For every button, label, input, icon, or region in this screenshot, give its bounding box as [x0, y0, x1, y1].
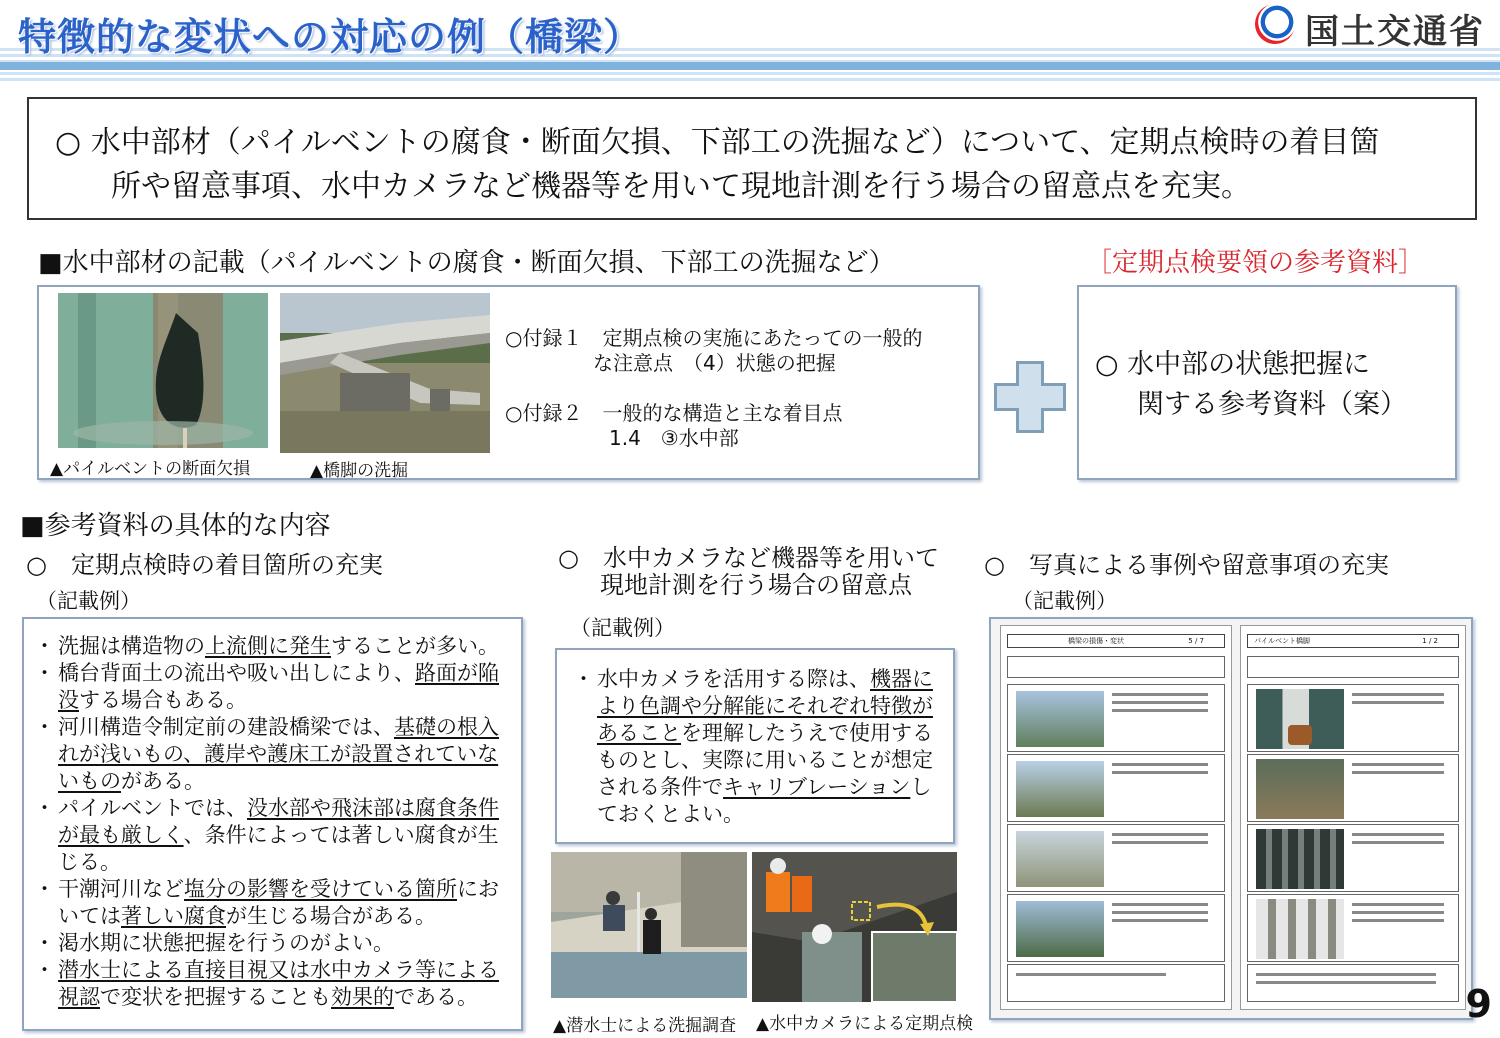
col2-example-label: （記載例）	[570, 616, 675, 640]
reference-box-line1: ○ 水中部の状態把握に	[1095, 349, 1371, 380]
doc1-intro-row	[1007, 656, 1225, 678]
pile-bent-photo	[58, 293, 268, 448]
doc2-intro-row	[1247, 656, 1459, 678]
appendix1-line1: ○付録１ 定期点検の実施にあたっての一般的	[505, 326, 923, 350]
doc1-text-lines	[1112, 833, 1208, 836]
doc1-text-lines	[1112, 763, 1208, 766]
col2-bullet-list	[581, 666, 947, 828]
doc1-text-lines	[1112, 693, 1208, 696]
reference-box-text	[1095, 345, 1407, 425]
doc2-text-lines	[1352, 833, 1444, 836]
mlit-emblem-icon	[1255, 4, 1295, 44]
underwater-camera-illustration	[752, 852, 957, 1002]
list-item: ・ 橋台背面土の流出や吸い出しにより、路面が陥没する場合もある。	[42, 660, 518, 714]
page-number: 9	[1465, 982, 1492, 1026]
section2-heading: ■参考資料の具体的な内容	[20, 511, 331, 541]
doc1-header	[1007, 634, 1225, 648]
doc2-text-lines	[1352, 763, 1444, 766]
doc2-text-lines	[1352, 903, 1444, 906]
reference-doc-page-1	[1000, 625, 1232, 1010]
doc1-page-label: 5 / 7	[1188, 637, 1204, 645]
diver-survey-illustration	[551, 852, 747, 998]
col1-bullet-list	[42, 633, 518, 1011]
summary-line-2: 所や留意事項、水中カメラなど機器等を用いて現地計測を行う場合の留意点を充実。	[111, 169, 1251, 204]
col2-heading-line2: 現地計測を行う場合の留意点	[600, 571, 912, 599]
section1-heading: ■水中部材の記載（パイルベントの腐食・断面欠損、下部工の洗掘など）	[38, 248, 895, 278]
reference-heading: ［定期点検要領の参考資料］	[1086, 248, 1425, 278]
photo2-caption: ▲橋脚の洗掘	[310, 461, 409, 481]
doc1-photo	[1016, 691, 1104, 747]
list-item: ・ 洗掘は構造物の上流側に発生することが多い。	[42, 633, 518, 660]
doc1-notes-line	[1016, 973, 1166, 976]
list-item: ・ 水中カメラを活用する際は、機器により色調や分解能にそれぞれ特徴があることを理解したうえで使用するものとし、実際に用いることが想定される条件でキャリブレーションしておくとよい。	[581, 666, 947, 828]
underwater-camera-photo	[752, 852, 957, 1002]
doc1-photo	[1016, 901, 1104, 957]
doc2-text-lines	[1352, 693, 1444, 696]
col1-heading: ○ 定期点検時の着目箇所の充実	[26, 551, 383, 579]
appendix2-line1: ○付録２ 一般的な構造と主な着目点	[505, 401, 843, 425]
doc2-example-row	[1247, 754, 1459, 822]
doc2-header	[1247, 634, 1459, 648]
summary-box	[27, 97, 1477, 220]
bridge-scour-photo	[280, 293, 490, 453]
list-item: ・ 河川構造令制定前の建設橋梁では、基礎の根入れが浅いもの、護岸や護床工が設置されていないものがある。	[42, 714, 518, 795]
doc2-example-row	[1247, 684, 1459, 752]
col1-example-box	[22, 617, 523, 1031]
doc2-header-title: パイルベント橋脚	[1254, 637, 1310, 645]
reference-doc-page-2	[1240, 625, 1466, 1010]
doc1-example-row	[1007, 894, 1225, 962]
page-title: 特徴的な変状への対応の例（橋梁）	[18, 15, 643, 59]
appendix1-line2: な注意点 （4）状態の把握	[593, 351, 836, 375]
list-item: ・ 渇水期に状態把握を行うのがよい。	[42, 930, 518, 957]
doc1-notes-row	[1007, 964, 1225, 1002]
doc2-photo	[1256, 899, 1344, 959]
photo1-caption: ▲パイルベントの断面欠損	[50, 459, 251, 479]
summary-text	[55, 121, 1455, 209]
pile-bent-illustration	[58, 293, 268, 448]
col2-photo1-caption: ▲潜水士による洗掘調査	[553, 1016, 737, 1036]
col1-example-label: （記載例）	[36, 589, 141, 613]
logo-text: 国土交通省	[1305, 12, 1485, 52]
doc2-corrosion-mark	[1288, 725, 1312, 745]
list-item: ・ 干潮河川など塩分の影響を受けている箇所においては著しい腐食が生じる場合がある。	[42, 876, 518, 930]
doc2-notes-row	[1247, 964, 1459, 1002]
doc2-example-row	[1247, 824, 1459, 892]
mlit-logo	[1255, 2, 1495, 52]
title-band-accent	[0, 62, 1500, 70]
doc1-example-row	[1007, 754, 1225, 822]
list-item: ・ 潜水士による直接目視又は水中カメラ等による視認で変状を把握することも効果的である。	[42, 957, 518, 1011]
col2-heading-line1: ○ 水中カメラなど機器等を用いて	[558, 544, 939, 572]
doc1-photo	[1016, 831, 1104, 887]
plus-icon-fill	[997, 386, 1063, 408]
appendix2-line2: 1.4 ③水中部	[609, 426, 739, 450]
summary-line-1: ○ 水中部材（パイルベントの腐食・断面欠損、下部工の洗掘など）について、定期点検時の着目箇	[55, 125, 1380, 160]
col3-heading: ○ 写真による事例や留意事項の充実	[984, 551, 1389, 579]
col2-example-box	[555, 648, 955, 844]
doc1-example-row	[1007, 684, 1225, 752]
doc1-text-lines	[1112, 903, 1208, 906]
doc2-example-row	[1247, 894, 1459, 962]
doc2-notes-line	[1256, 973, 1436, 976]
doc2-photo	[1256, 829, 1344, 889]
col3-example-label: （記載例）	[1012, 589, 1117, 613]
doc2-photo	[1256, 759, 1344, 819]
doc1-photo	[1016, 761, 1104, 817]
appendix-list	[505, 326, 922, 451]
doc2-page-label: 1 / 2	[1422, 637, 1438, 645]
col2-photo2-caption: ▲水中カメラによる定期点検	[756, 1014, 974, 1034]
bridge-scour-illustration	[280, 293, 490, 453]
col2-heading	[558, 545, 939, 599]
doc1-header-title: 橋梁の損傷・変状	[1068, 637, 1124, 645]
doc1-example-row	[1007, 824, 1225, 892]
list-item: ・ パイルベントでは、没水部や飛沫部は腐食条件が最も厳しく、条件によっては著しい腐食が生じる。	[42, 795, 518, 876]
reference-box-line2: 関する参考資料（案）	[1137, 389, 1407, 420]
diver-survey-photo	[551, 852, 747, 998]
reference-materials-box	[1077, 285, 1457, 480]
